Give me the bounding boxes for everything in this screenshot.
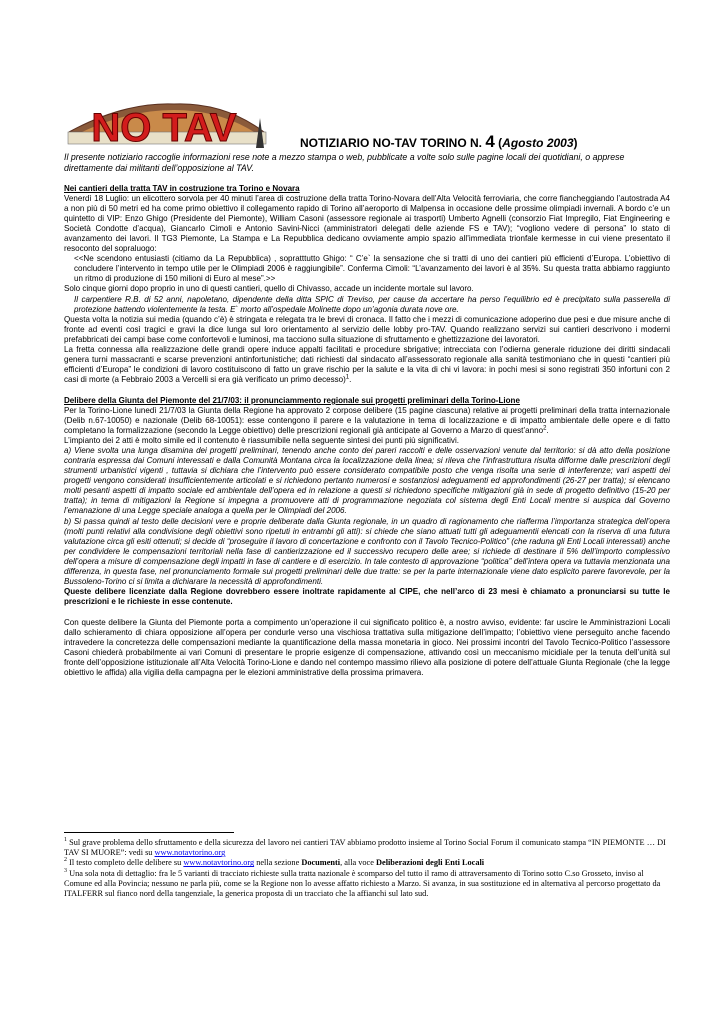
intro-paragraph: Il presente notiziario raccoglie informazioni rese note a mezzo stampa o web, pubblicate a volte solo sulle pagine locali dei quotidiani, o apprese direttamente dai militanti dell’opposizione al TAV. [64, 152, 625, 173]
section2-paragraph-2: L’impianto dei 2 atti è molto simile ed il contenuto è riassumibile nella seguente sintesi dei punti più significativi. [64, 436, 459, 446]
footnote-2-voice-label: , alla voce [340, 858, 374, 868]
footnote-2-text: Il testo completo delle delibere su [69, 858, 182, 868]
section2-paragraph-4: Con queste delibere la Giunta del Piemonte porta a compimento un’operazione il cui significato politico è, a nostro avviso, evidente: far uscire le Amministrazioni Locali dallo schieramento di chiara opposizione all’opera per condurle verso una vischiosa trattativa sulla mitigazione dell’impatto; l’obiettivo viene perseguito anche facendo intravedere la concretezza delle compensazioni mediante la quantificazione della massa monetaria in gioco. Nei prossimi incontri del Tavolo Tecnico-Politico l’assessore Casoni chiederà probabilmente ai vari Comuni di presentare le proprie esigenze di compensazione, attivando così un meccanismo micidiale per la tenuta dell’unità sul fronte dell’opposizione istituzionale all’Alta Velocità Torino-Lione e dando nel contempo massimo rilievo alla posizione di potere dell’attuale Giunta Regionale (che la legge obiettivo le affida) alla vigilia della campagna per le elezioni amministrative della prossima primavera. [64, 617, 670, 678]
accident-report: Il carpentiere R.B. di 52 anni, napoletano, dipendente della ditta SPIC di Treviso, per cause da accertare ha perso l’equilibrio ed è precipitato sulla passerella di protezione battendo violentemente la testa. E` morto all’ospedale Molinette dopo un’agonia durata nove ore. [74, 294, 670, 314]
section1-paragraph-1: Venerdì 18 Luglio: un elicottero sorvola per 40 minuti l’area di costruzione della tratta Torino-Novara dell’Alta Velocità ferroviaria, che corre fiancheggiando l’autostrada A4 a non più di 50 metri ed ha come primo obiettivo il collegamento rapido di Torino all’aeroporto di Malpensa in occasione delle prossime olimpiadi invernali. A bordo c’e un quintetto di VIP: Enzo Ghigo (Presidente del Piemonte), William Casoni (assessore regionale ai trasporti) Umberto Agnelli (consorzio Fiat Impregilo, Fiat Engineering e Società Condotte d’acqua), Giancarlo Cimoli e Antonio Savini-Nicci (amministratori delegati delle aziende FS e TAV); “vogliono vedere di persona” lo stato di avanzamento dei lavori. Il TG3 Piemonte, La Stampa e La Repubblica dedicano ovviamente ampio spazio all’immediata trionfale kermesse in cui viene presentato il resoconto del sopraluogo: [64, 194, 670, 254]
section2-heading: Delibere della Giunta del Piemonte del 21/7/03: il pronunciammento regionale sui progetti preliminari della Torino-Lione [64, 395, 520, 405]
issue-date: Agosto 2003 [502, 136, 574, 150]
no-tav-logo [64, 100, 274, 150]
section2-paragraph-3: Queste delibere licenziate dalla Regione dovrebbero essere inoltrate rapidamente al CIPE, che nell’arco di 23 mesi è chiamato a pronunciarsi su tutte le prescrizioni e le richieste in esse contenute. [64, 586, 670, 606]
point-b: b) Si passa quindi al testo delle decisioni vere e proprie deliberate dalla Giunta regionale, in un quadro di ragionamento che riafferma l’importanza strategica dell’opera (molti punti relativi alla condivisione degli obiettivi sono ripetuti in entrambi gli atti): si chiede che siano attuati tutti gli adeguamentii elencati con la riserva di una futura valutazione circa gli esiti ottenuti; si decide di “proseguire il lavoro di concertazione e confronto con il Tavolo Tecnico-Politico” (che raduna gli Enti Locali interessati) anche per condividere le compensazioni territoriali nella fase di cantierizzazione ed il successivo recupero delle aree; si richiede di destinare il 5% dell’importo complessivo dell’opera a misure di compensazione degli impatti in fase di cantiere e di esercizio. In tale contesto di approvazione “politica” dell’intera opera va tuttavia menzionata una differenza, in questa fase, nel pronunciamento formale sui progetti preliminari delle due tratte: se per la parte internazionale viene dato esplicito parere favorevole, per la Bussoleno-Torino ci si limita a dichiarare la necessità di approfondimenti. [64, 516, 670, 586]
section2-paragraph-1-text: Per la Torino-Lione lunedì 21/7/03 la Giunta della Regione ha approvato 2 corpose delibere (15 pagine ciascuna) relative ai progetti preliminari della tratta internazionale (Delib n.67-10050) e nazionale (Delib 68-10051): esse contengono il parere e la valutazione in tema di localizzazione e di impatto ambientale delle opere e di fatto completano la formalizzazione (secondo la Legge obiettivo) delle prescrizioni regionali già anticipate al Governo a Marzo di quest’anno [64, 405, 670, 436]
footnote-2-voice: Deliberazioni degli Enti Locali [376, 858, 485, 868]
section1-quote: <<Ne scendono entusiasti (citiamo da La Repubblica) , sopratttutto Ghigo: “ C’e` la sensazione che si tratti di uno dei cantieri più efficienti d’Europa. L’obiettivo di concludere l’intervento in tempo utile per le Olimpiadi 2006 è raggiungibile”. Conferma Cimoli: “L’avanzamento dei lavori è al 35%. Su questa tratta abbiamo raggiunto un ritmo di produzione di 150 milioni di Euro al mese”.>> [74, 254, 670, 284]
footnotes [64, 838, 670, 899]
footnote-2-section-label: nella sezione [256, 858, 300, 868]
section1-heading: Nei cantieri della tratta TAV in costruzione tra Torino e Novara [64, 184, 300, 193]
article-body [64, 184, 670, 678]
footnote-3-text: Una sola nota di dettaglio: fra le 5 varianti di tracciato richieste sulla tratta nazionale è scomparso del tutto il ramo di attraversamento di Torino sotto C.so Grosseto, inviso al Comune ed alla Povincia; nessuno ne parla più, come se la Regione non lo avesse affatto richiesto a Marzo. Si avanza, in sua sostituzione ed in alternativa al percorso progettato da ITALFERR sul fianco nord della tangenziale, la generica proposta di un tracciato che la affianchi sul lato sud. [64, 868, 661, 899]
footnote-1-text: Sul grave problema dello sfruttamento e della sicurezza del lavoro nei cantieri TAV abbiamo prodotto insieme al Torino Social Forum il comunicato stampa “IN PIEMONTE … DI TAV SI MUORE”: vedi su [64, 838, 666, 858]
section1-paragraph-4-text: La fretta connessa alla realizzazione delle grandi opere induce appalti facilitati e procedure sbrigative; intrecciata con l’odierna generale riduzione dei diritti sindacali genera turni massacranti e scarse prevenzioni antinfortunistiche; dati richiesti dal sindacato all’assessorato regionale alla sanità testimoniano che in questi “cantieri più efficienti d’Europa” le condizioni di lavoro costituiscono di fatto un grave rischio per la salute e la vita di chi vi lavora: in pochi mesi si sono registrati 350 infortuni con 2 casi di morte (a Febbraio 2003 a Vercelli si era già verificato un primo decesso) [64, 344, 670, 384]
logo-graphic [64, 100, 274, 150]
section1-paragraph-4: La fretta connessa alla realizzazione delle grandi opere induce appalti facilitati e procedure sbrigative; intrecciata con l’odierna generale riduzione dei diritti sindacali genera turni massacranti e scarse prevenzioni antinfortunistiche; dati richiesti dal sindacato all’assessorato regionale alla sanità testimoniano che in questi “cantieri più efficienti d’Europa” le condizioni di lavoro costituiscono di fatto un grave rischio per la salute e la vita di chi vi lavora: in pochi mesi si sono registrati 350 infortuni con 2 casi di morte (a Febbraio 2003 a Vercelli si era già verificato un primo decesso)$^1$. [64, 344, 670, 384]
logo-text: NO TAV [91, 106, 237, 150]
section2-paragraph-1: Per la Torino-Lione lunedì 21/7/03 la Giunta della Regione ha approvato 2 corpose delibere (15 pagine ciascuna) relative ai progetti preliminari della tratta internazionale (Delib n.67-10050) e nazionale (Delib 68-10051): esse contengono il parere e la valutazione in tema di localizzazione e di impatto ambientale delle opere e di fatto completano la formalizzazione (secondo la Legge obiettivo) delle prescrizioni regionali già anticipate al Governo a Marzo di quest’anno$^2$. [64, 405, 670, 436]
issue-number: 4 [485, 132, 495, 151]
footnote-ref-1: 1 [345, 374, 350, 381]
newsletter-title: NOTIZIARIO NO-TAV TORINO N. 4 (Agosto 2003) [300, 132, 578, 151]
point-a: a) Viene svolta una lunga disamina dei progetti preliminari, tenendo anche conto dei pareri raccolti e delle osservazioni venute dal territorio: si dà atto della posizione contraria espressa dai Comuni interessati e dalla Comunità Montana circa la localizzazione della linea; si rileva che l’infrastruttura risulta difforme dalle prescrizioni degli strumenti urbanistici vigenti , tuttavia si dichiara che l’intervento può essere considerato compatibile posto che venga risolta una serie di interferenze; vari aspetti dei progetti vengono considerati insufficientemente articolati e si richiedono pertanto numerosi e sostanziosi adeguamenti ed approfondimenti (26-27 per tratta); si elencano molti pesanti aspetti di impatto sociale ed ambientale dell’opera ed in relazione a questi si richiedono specifiche mitigazioni già in sede di progetto definitivo (15-20 per tratta); in tema di mitigazioni la Regione si impegna a promuovere atti di programmazione negoziata col sistema degli Enti Locali mentre si auspica dal Governo l’emanazione di una Legge speciale analoga a quella per le Olimpiadi del 2006. [64, 446, 670, 516]
footnote-2: $^2$ Il testo completo delle delibere su www.notavtorino.org nella sezione Documenti, alla voce Deliberazioni degli Enti Locali [64, 857, 485, 868]
footnote-3: $^3$ Una sola nota di dettaglio: fra le 5 varianti di tracciato richieste sulla tratta nazionale è scomparso del tutto il ramo di attraversamento di Torino sotto C.so Grosseto, inviso al Comune ed alla Povincia; nessuno ne parla più, come se la Regione non lo avesse affatto richiesto a Marzo. Si avanza, in sua sostituzione ed in alternativa al percorso progettato da ITALFERR sul fianco nord della tangenziale, la generica proposta di un tracciato che la affianchi sul lato sud. [64, 867, 661, 899]
footnote-1: $^1$ Sul grave problema dello sfruttamento e della sicurezza del lavoro nei cantieri TAV abbiamo prodotto insieme al Torino Social Forum il comunicato stampa “IN PIEMONTE … DI TAV SI MUORE”: vedi su www.notavtorino.org [64, 837, 666, 858]
footnote-divider [64, 832, 234, 833]
footnote-2-link[interactable]: www.notavtorino.org [183, 858, 255, 868]
footnote-2-section: Documenti [301, 858, 341, 868]
title-prefix: NOTIZIARIO NO-TAV TORINO N. [300, 136, 482, 150]
section1-paragraph-3: Questa volta la notizia sui media (quando c’è) è stringata e relegata tra le brevi di cronaca. Il fatto che i mezzi di comunicazione adoperino due pesi e due misure anche di fronte ad eventi così tragici e gravi la dice lunga sul loro orientamento al servizio delle lobby pro-TAV. Quando realizzano servizi sui cantieri descrivono i moderni prefabbricati dei campi base come confortevoli e luminosi, ma tacciono sulla situazione di sfruttamento e ghettizzazione dei lavoratori. [64, 314, 670, 344]
footnote-1-link[interactable]: www.notavtorino.org [154, 848, 226, 858]
section1-paragraph-2: Solo cinque giorni dopo proprio in uno di questi cantieri, quello di Chivasso, accade un incidente mortale sul lavoro. [64, 284, 474, 294]
footnote-ref-2: 2 [543, 425, 547, 432]
